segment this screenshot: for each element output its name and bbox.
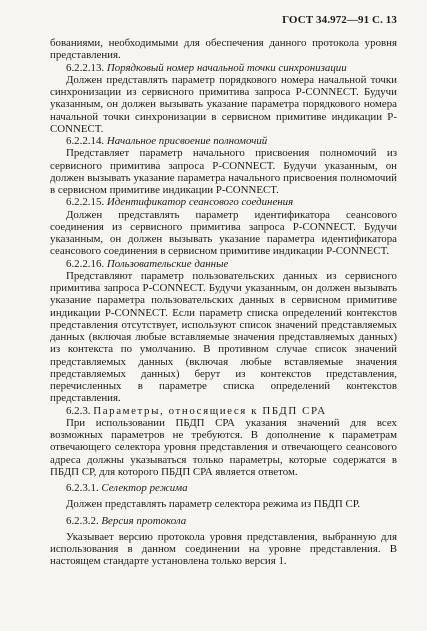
section-number: 6.2.3.1. xyxy=(66,482,99,494)
paragraph: Представляет параметр начального присвоения полномочий из сервисного примитива запроса P-CONNECT. Будучи указанным, он должен вызывать указание параметра начального присвоения полномочий в сервисном примитиве индикации P-CONNECT. xyxy=(50,147,397,196)
section-heading xyxy=(50,62,397,74)
section-title: Идентификатор сеансового соединения xyxy=(106,196,294,209)
section-number: 6.2.2.16. xyxy=(66,257,105,270)
section-title: Порядковый номер начальной точки синхронизации xyxy=(106,61,347,74)
section-title: Пользовательские данные xyxy=(106,257,229,270)
section-number: 6.2.3.2. xyxy=(66,514,99,527)
section-number: 6.2.2.15. xyxy=(66,196,105,209)
section-heading xyxy=(50,258,397,270)
section-heading xyxy=(50,515,397,527)
paragraph: Должен представлять параметр селектора режима из ПБДП СР. xyxy=(66,498,361,511)
section-heading xyxy=(50,135,397,147)
paragraph: Должен представлять параметр порядкового номера начальной точки синхронизации из сервисного примитива запроса P-CONNECT. Будучи указанным, он должен вызывать указание параметра порядкового номера начальной точки синхронизации в сервисном примитиве индикации P-CONNECT. xyxy=(50,73,397,135)
section-title: Селектор режима xyxy=(101,482,188,494)
section-number: 6.2.3. xyxy=(66,404,91,417)
section-title: Начальное присвоение полномочий xyxy=(106,135,268,147)
section-number: 6.2.2.13. xyxy=(66,61,105,74)
paragraph: бованиями, необходимыми для обеспечения данного протокола уровня представления. xyxy=(50,37,397,62)
document-body xyxy=(50,37,397,568)
section-heading xyxy=(50,405,397,417)
section-heading xyxy=(50,482,397,494)
section-heading xyxy=(50,196,397,208)
paragraph: Представляют параметр пользовательских данных из сервисного примитива запроса P-CONNECT. Будучи указанным, он должен вызывать указание параметра пользовательских данных в сервисном примитиве индикации P-CONNECT. Если параметр списка определений контекстов представления отсутствует, используют список значений представляемых данных (включая любые вставляемые значения представляемых данных) из контекста по умолчанию. В противном случае список значений представляемых данных (включая любые вставляемые значения представляемых данных) берут из контекстов представления, перечисленных в параметре списка определений контекстов представления. xyxy=(50,269,397,405)
section-number: 6.2.2.14. xyxy=(66,135,105,147)
section-title: Параметры, относящиеся к ПБДП СРА xyxy=(93,404,327,417)
paragraph: Указывает версию протокола уровня представления, выбранную для использования в данном соединении на уровне представления. В настоящем стандарте установлена только версия 1. xyxy=(50,530,397,568)
paragraph: Должен представлять параметр идентификатора сеансового соединения из сервисного примитива запроса P-CONNECT. Будучи указанным, он должен вызывать указание параметра идентификатора сеансового соединения в сервисном примитиве индикации P-CONNECT. xyxy=(50,208,397,258)
paragraph: При использовании ПБДП СРА указания значений для всех возможных параметров не требуются. В дополнение к параметрам отвечающего селектора уровня представления и отвечающего сеансового адреса должны указываться только параметры, которые содержатся в ПБДП СР, для которого ПБДП СРА является ответом. xyxy=(50,416,397,478)
section-title: Версия протокола xyxy=(101,514,187,527)
page-header: ГОСТ 34.972—91 С. 13 xyxy=(282,14,397,26)
